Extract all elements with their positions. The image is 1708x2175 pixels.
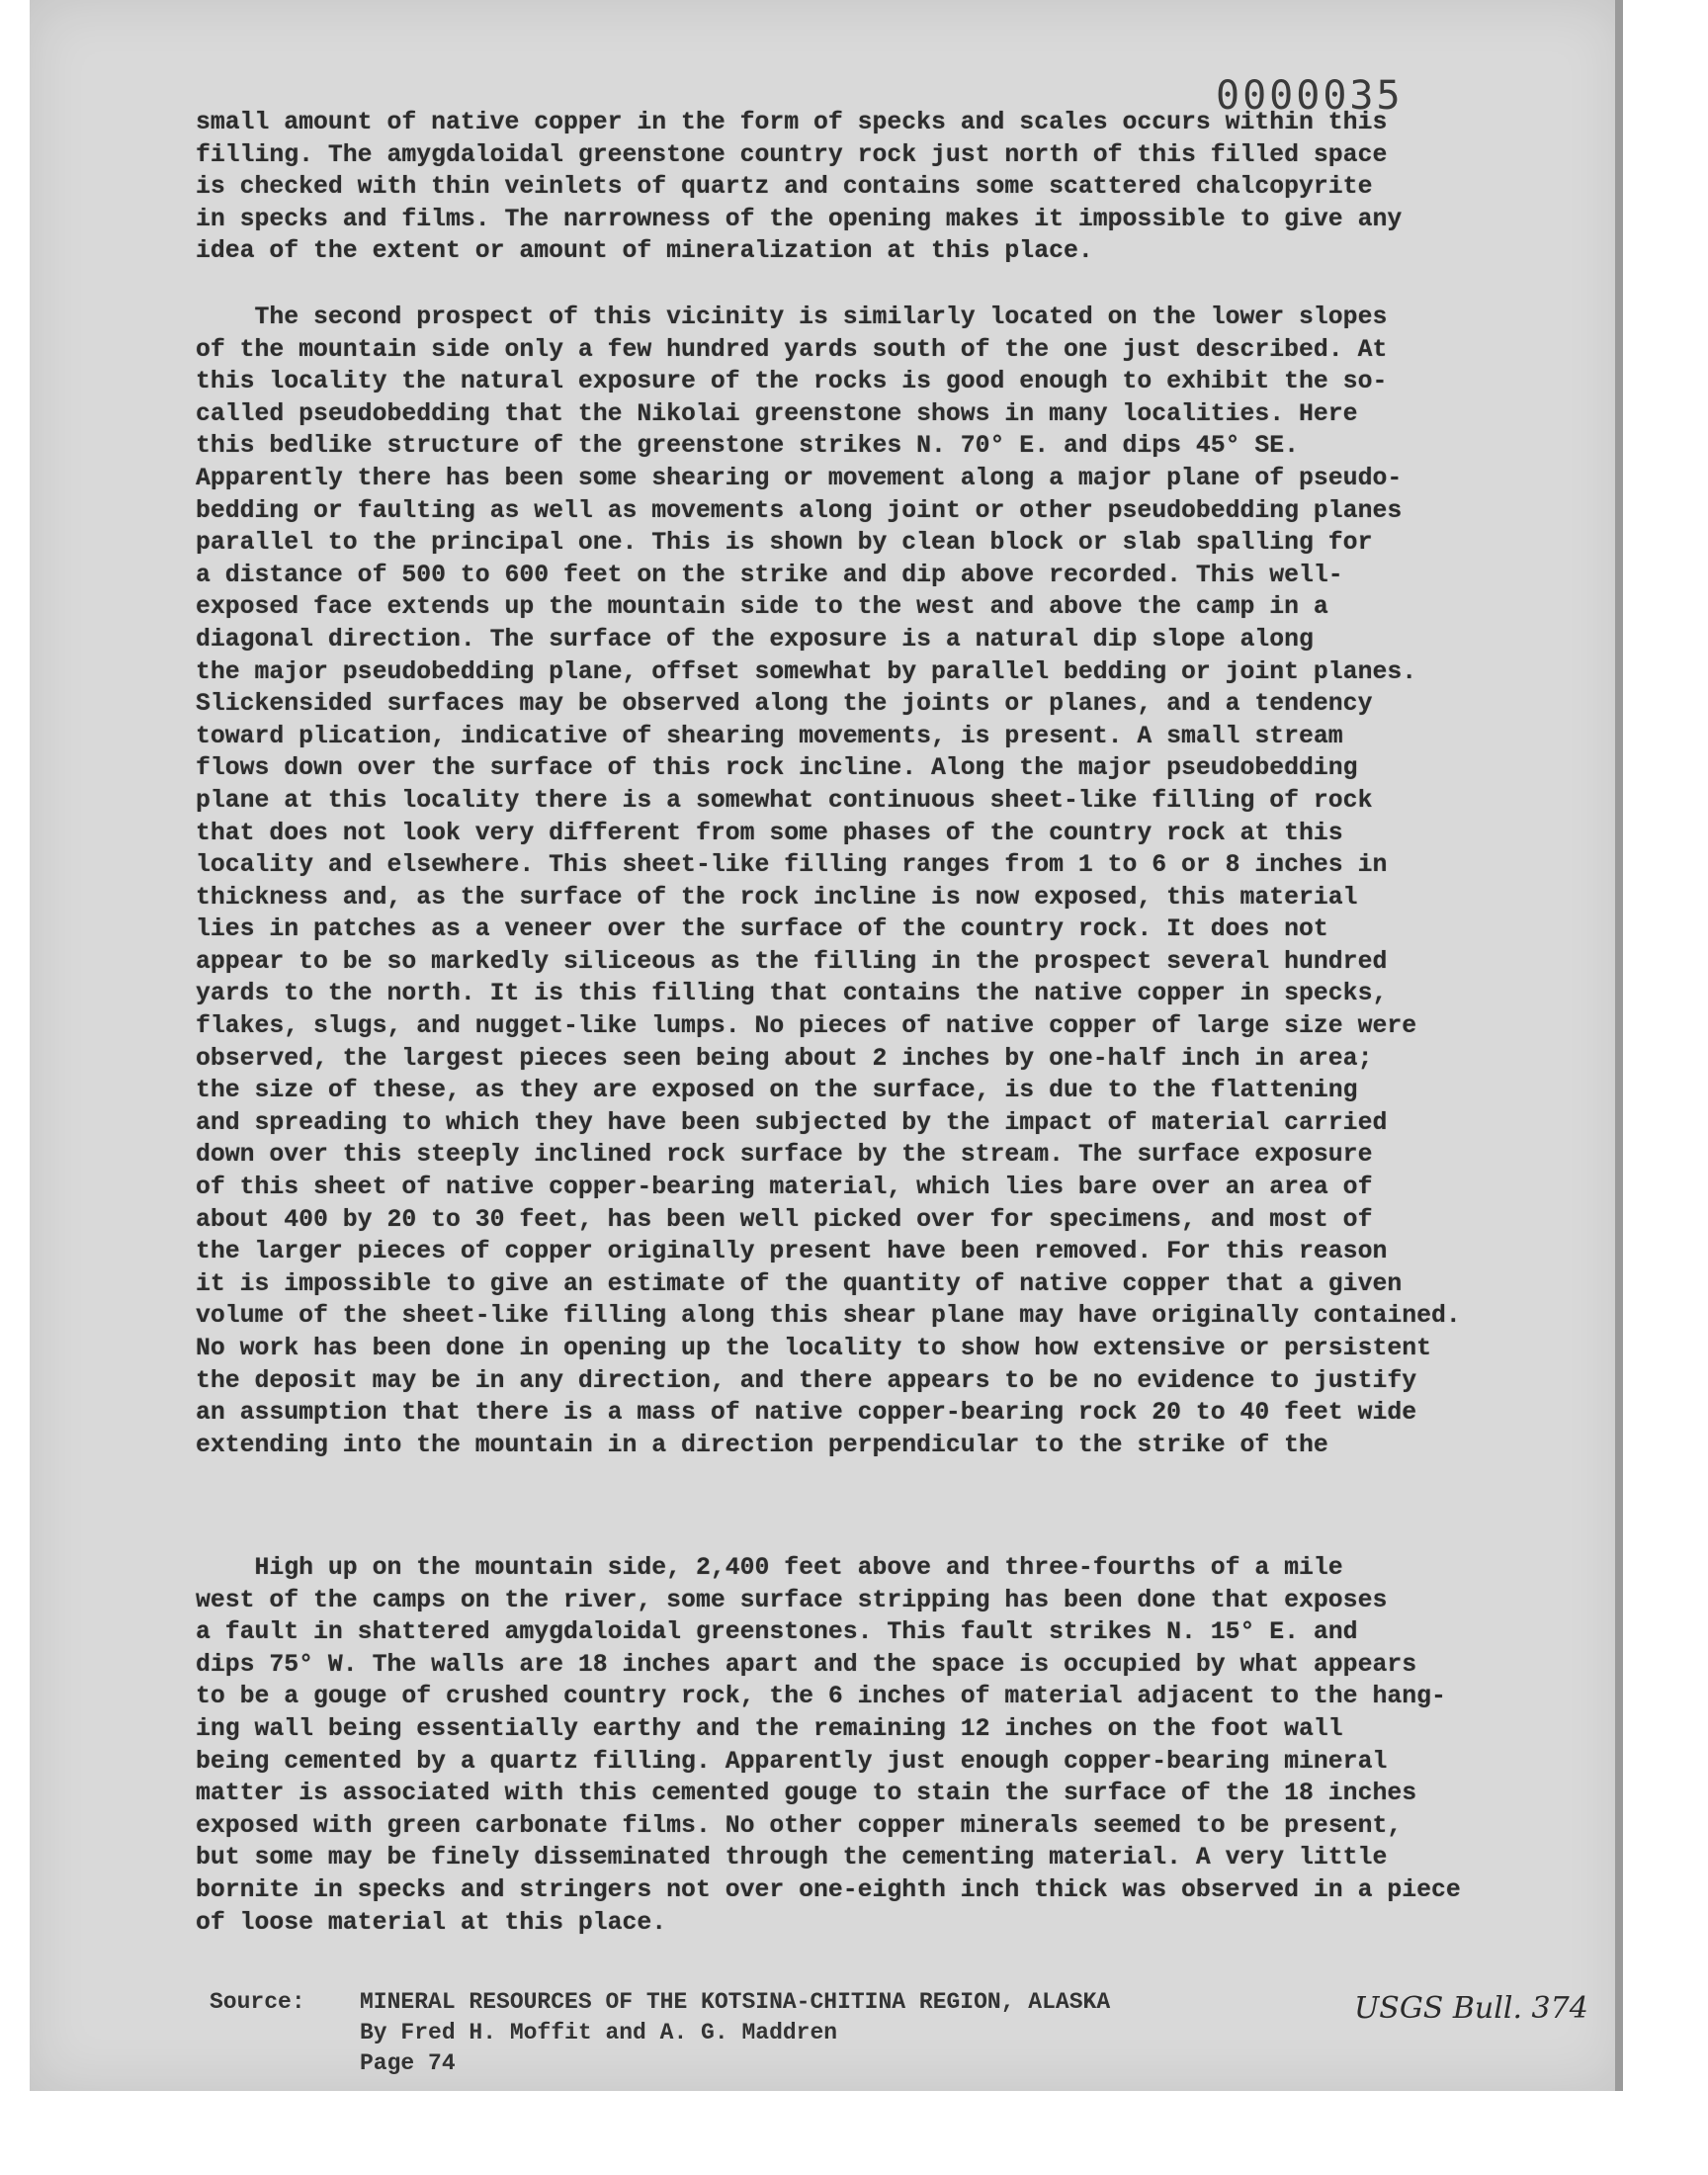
text-line: the size of these, as they are exposed on the surface, is due to the flattening [196,1077,1358,1105]
text-line: of the mountain side only a few hundred yards south of the one just described. At [196,335,1388,364]
page-edge-shadow [1615,0,1623,2091]
text-line: the larger pieces of copper originally present have been removed. For this reason [196,1238,1388,1266]
text-line: Apparently there has been some shearing or movement along a major plane of pseudo- [196,464,1403,492]
text-line: but some may be finely disseminated through the cementing material. A very little [196,1844,1388,1872]
text-line: flows down over the surface of this rock incline. Along the major pseudobedding [196,754,1358,783]
paragraph-2 [196,302,1599,1461]
text-line: a fault in shattered amygdaloidal greenstones. This fault strikes N. 15° E. and [196,1618,1358,1647]
text-line: of loose material at this place. [196,1908,667,1937]
text-line: observed, the largest pieces seen being about 2 inches by one-half inch in area; [196,1044,1373,1073]
text-line: in specks and films. The narrowness of the opening makes it impossible to give any [196,205,1403,233]
text-line: west of the camps on the river, some surface stripping has been done that exposes [196,1586,1388,1614]
text-line: extending into the mountain in a direction perpendicular to the strike of the [196,1431,1328,1459]
text-line: down over this steeply inclined rock surface by the stream. The surface exposure [196,1141,1373,1170]
text-line: that does not look very different from some phases of the country rock at this [196,819,1343,847]
citation-authors: By Fred H. Moffit and A. G. Maddren [360,2020,838,2045]
citation-lines [360,1987,1110,2079]
text-line: exposed face extends up the mountain side to the west and above the camp in a [196,593,1328,622]
text-line: called pseudobedding that the Nikolai greenstone shows in many localities. Here [196,399,1358,428]
paragraph-1 [196,107,1599,268]
citation-title: MINERAL RESOURCES OF THE KOTSINA-CHITINA REGION, ALASKA [360,1989,1111,2015]
text-line: the deposit may be in any direction, and there appears to be no evidence to justify [196,1366,1417,1395]
text-line: idea of the extent or amount of mineralization at this place. [196,237,1093,266]
text-line: bedding or faulting as well as movements along joint or other pseudobedding planes [196,496,1403,525]
text-line: ing wall being essentially earthy and the remaining 12 inches on the foot wall [196,1714,1343,1743]
handwritten-note: USGS Bull. 374 [1354,1991,1588,2026]
text-line: volume of the sheet-like filling along this shear plane may have originally contained. [196,1302,1461,1331]
text-line: about 400 by 20 to 30 feet, has been well picked over for specimens, and most of [196,1205,1373,1234]
text-line: this bedlike structure of the greenstone strikes N. 70° E. and dips 45° SE. [196,432,1300,461]
text-line: being cemented by a quartz filling. Apparently just enough copper-bearing mineral [196,1747,1388,1776]
text-line: lies in patches as a veneer over the surface of the country rock. It does not [196,915,1328,944]
text-line: locality and elsewhere. This sheet-like filling ranges from 1 to 6 or 8 inches in [196,851,1388,880]
text-line: the major pseudobedding plane, offset somewhat by parallel bedding or joint planes. [196,657,1417,686]
text-line: small amount of native copper in the form of specks and scales occurs within this [196,109,1388,136]
text-line: No work has been done in opening up the locality to show how extensive or persistent [196,1335,1431,1362]
text-line: to be a gouge of crushed country rock, the 6 inches of material adjacent to the hang- [196,1683,1446,1711]
text-line: a distance of 500 to 600 feet on the strike and dip above recorded. This well- [196,561,1343,589]
text-line: bornite in specks and stringers not over one-eighth inch thick was observed in a piece [196,1875,1461,1904]
document-page [30,0,1623,2091]
text-line: parallel to the principal one. This is shown by clean block or slab spalling for [196,529,1373,558]
text-line: matter is associated with this cemented gouge to stain the surface of the 18 inches [196,1780,1417,1808]
text-line: and spreading to which they have been subjected by the impact of material carried [196,1108,1388,1137]
text-line: dips 75° W. The walls are 18 inches apart and the space is occupied by what appears [196,1650,1417,1679]
text-line: yards to the north. It is this filling that contains the native copper in specks, [196,980,1388,1008]
text-line: exposed with green carbonate films. No other copper minerals seemed to be present, [196,1811,1403,1840]
paragraph-3 [196,1552,1599,1939]
text-line: Slickensided surfaces may be observed along the joints or planes, and a tendency [196,690,1373,719]
text-line: it is impossible to give an estimate of the quantity of native copper that a given [196,1269,1403,1298]
text-line: this locality the natural exposure of the rocks is good enough to exhibit the so- [196,368,1388,396]
text-line: thickness and, as the surface of the rock incline is now exposed, this material [196,883,1358,912]
source-label: Source: [210,1989,305,2015]
text-line: appear to be so markedly siliceous as the filling in the prospect several hundred [196,947,1388,976]
document-number-stamp: 0000035 [1216,73,1404,119]
text-line: flakes, slugs, and nugget-like lumps. No pieces of native copper of large size were [196,1012,1417,1041]
text-line: is checked with thin veinlets of quartz and contains some scattered chalcopyrite [196,173,1373,202]
text-line: diagonal direction. The surface of the exposure is a natural dip slope along [196,625,1314,653]
text-line: plane at this locality there is a somewhat continuous sheet-like filling of rock [196,786,1373,815]
text-line: of this sheet of native copper-bearing material, which lies bare over an area of [196,1174,1373,1202]
text-line: an assumption that there is a mass of native copper-bearing rock 20 to 40 feet wide [196,1399,1417,1428]
text-line: The second prospect of this vicinity is similarly located on the lower slopes [196,304,1388,331]
text-line: filling. The amygdaloidal greenstone country rock just north of this filled space [196,140,1388,169]
text-line: High up on the mountain side, 2,400 feet above and three-fourths of a mile [196,1554,1343,1582]
citation-page: Page 74 [360,2050,456,2076]
text-line: toward plication, indicative of shearing movements, is present. A small stream [196,722,1343,750]
